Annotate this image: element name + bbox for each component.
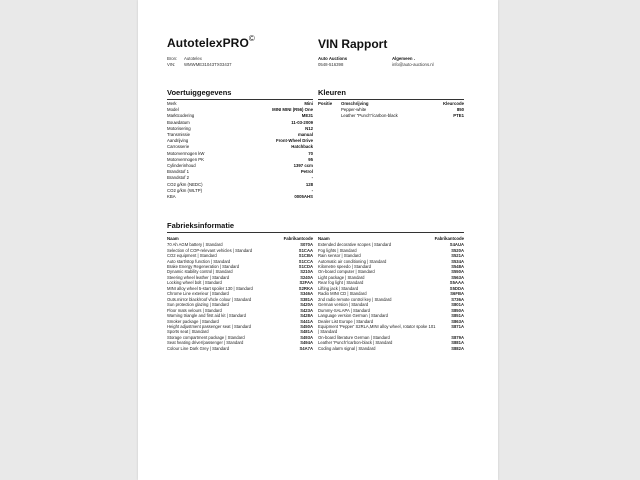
option-name: Fog lights | Standard xyxy=(318,247,357,253)
option-code: S210A xyxy=(300,269,313,275)
color-description: Pepper-white xyxy=(341,106,367,112)
option-name: Chrome Line exterieur | Standard xyxy=(167,291,229,297)
vehicle-table xyxy=(167,101,313,200)
option-code: S5DDA xyxy=(449,285,464,291)
vehicle-heading: Voertuiggegevens xyxy=(167,88,232,97)
option-name: Brake Energy Regeneration | Standard xyxy=(167,264,240,270)
option-name: Selection of COP-relevant vehicles | Standard xyxy=(167,247,253,253)
option-code: S1CDA xyxy=(298,264,313,270)
color-position xyxy=(318,113,341,119)
general-contact: Algemeen . info@auto-auctions.nl xyxy=(392,56,434,67)
option-name: Colour Line Dark Grey | Standard xyxy=(167,345,230,351)
option-name: Warning triangle and first aid kit | Standard xyxy=(167,313,246,319)
colors-table xyxy=(318,101,464,118)
option-name: Light package | Standard xyxy=(318,274,365,280)
vehicle-field-value: 95 xyxy=(308,156,313,162)
option-name: Radio MINI CD | Standard xyxy=(318,291,367,297)
option-name: 70 Ah AGM battery | Standard xyxy=(167,242,223,248)
option-row xyxy=(167,346,313,351)
option-row xyxy=(318,324,464,335)
option-code: S070A xyxy=(300,242,313,248)
colors-divider xyxy=(318,99,464,100)
option-name: Dealer List Europe | Standard xyxy=(318,318,374,324)
vehicle-field-label: Model xyxy=(167,107,179,113)
brand-logo: AutotelexPRO© xyxy=(167,34,255,50)
option-name: Dynamic stability control | Standard xyxy=(167,269,233,275)
vehicle-field-value: ME31 xyxy=(301,113,313,119)
option-code: S441A xyxy=(300,318,313,324)
report-page xyxy=(138,0,498,480)
vehicle-field-value: 1397 ccm xyxy=(293,163,313,169)
options-right-header: Naam Fabrikantcode xyxy=(318,236,464,241)
colors-heading: Kleuren xyxy=(318,88,346,97)
color-description: Leather "Punch"/carbon-black xyxy=(341,112,398,118)
option-name: Equipment 'Pepper' S2RLA,MINI alloy wheel, rotator spoke 101 | Standard xyxy=(318,324,436,335)
auction-contact: Auto Auctions 0548-516398 xyxy=(318,56,348,67)
option-code: S481A xyxy=(300,329,313,335)
option-name: Auto start/stop function | Standard xyxy=(167,258,231,264)
option-code: S420A xyxy=(300,302,313,308)
vehicle-field-label: CO2 g/km (NEDC) xyxy=(167,181,203,187)
option-code: S240A xyxy=(300,274,313,280)
option-row xyxy=(318,346,464,351)
option-code: S850A xyxy=(451,307,464,313)
option-code: S563A xyxy=(451,274,464,280)
option-code: S521A xyxy=(451,253,464,259)
options-left-header: Naam Fabrikantcode xyxy=(167,236,313,241)
option-name: Storage compartment package | Standard xyxy=(167,334,245,340)
vehicle-field-value: Petrol xyxy=(300,169,313,175)
option-name: On-board computer | Standard xyxy=(318,269,375,275)
option-code: S4AUA xyxy=(449,242,464,248)
vehicle-field-label: Motorisering xyxy=(167,125,191,131)
option-name: Coding alarm signal | Standard xyxy=(318,345,376,351)
report-title: VIN Rapport xyxy=(318,37,388,51)
option-name: Seat heating driver/passenger | Standard xyxy=(167,340,244,346)
option-code: S6FBA xyxy=(450,291,464,297)
source-info: Bron: Autotelex VIN: WMWME31043TX03437 xyxy=(167,56,232,67)
option-name: MINI alloy wheel 5-start spoiler 130 | Standard xyxy=(167,285,253,291)
option-name: Rain sensor | Standard xyxy=(318,253,361,259)
vehicle-field-value: 0005AHS xyxy=(294,194,313,200)
option-name: Rear fog light | Standard xyxy=(318,280,364,286)
vehicle-field-label: Merk xyxy=(167,101,177,106)
option-code: S450A xyxy=(300,324,313,329)
vehicle-field-value: N12 xyxy=(305,125,313,131)
option-code: S548A xyxy=(451,264,464,270)
vehicle-field-label: Brandstof 2 xyxy=(167,175,189,181)
option-name: 2nd radio remote control key | Standard xyxy=(318,296,392,302)
options-heading: Fabrieksinformatie xyxy=(167,221,235,230)
vehicle-field-label: Bouwdatum xyxy=(167,119,190,125)
option-name: Automatic air conditioning | Standard xyxy=(318,258,387,264)
option-name: Sports seat | Standard xyxy=(167,329,209,335)
vehicle-field-value: manual xyxy=(297,132,313,138)
option-name: German version | Standard xyxy=(318,302,369,308)
option-code: S381A xyxy=(300,296,313,302)
option-name: Kilometre speedo | Standard xyxy=(318,264,371,270)
option-name: Floor mats velours | Standard xyxy=(167,307,222,313)
vehicle-field-label: Carrosserie xyxy=(167,144,190,150)
option-name: Extended decorative scopes | Standard xyxy=(318,242,392,248)
option-code: S736A xyxy=(451,296,464,302)
option-code: S520A xyxy=(451,247,464,253)
color-row xyxy=(318,113,464,119)
option-code: S863A xyxy=(451,318,464,324)
vehicle-field-label: Aandrijving xyxy=(167,138,189,144)
option-name: Height adjustment passenger seat | Standard xyxy=(167,324,251,329)
vehicle-field-value: 128 xyxy=(305,181,313,187)
vehicle-field-label: Cylinderinhoud xyxy=(167,163,196,169)
option-name: Dummy-SALAPA | Standard xyxy=(318,307,370,313)
option-name: Leather 'Punch'/carbon-black | Standard xyxy=(318,340,393,346)
option-code: S1CAA xyxy=(298,247,313,253)
option-code: S428A xyxy=(300,313,313,319)
vehicle-field-value: 11-03-2009 xyxy=(291,119,313,125)
option-code: S346A xyxy=(300,291,313,297)
option-code: S1CCA xyxy=(298,258,313,264)
vehicle-field-label: Transmissie xyxy=(167,132,190,138)
options-right-column xyxy=(318,236,464,351)
option-name: Sun protection glazing | Standard xyxy=(167,302,229,308)
option-code: S801A xyxy=(451,302,464,308)
option-code: S550A xyxy=(451,269,464,275)
vehicle-field-value: Front-Wheel Drive xyxy=(275,138,313,144)
option-name: Outs.mirror black/roof vhcle colour | Standard xyxy=(167,296,252,302)
option-code: S494A xyxy=(300,340,313,346)
vehicle-field-value: 70 xyxy=(308,150,313,156)
vehicle-field-label: CO2 g/km (WLTP) xyxy=(167,187,203,193)
colors-header-row: Positie Omschrijving Kleurcode xyxy=(318,101,464,106)
vehicle-field-label: KBA xyxy=(167,194,176,200)
vehicle-field-label: Motorvermogen kW xyxy=(167,150,205,156)
options-left-column xyxy=(167,236,313,351)
option-name: On-board literature German | Standard xyxy=(318,334,390,340)
color-code: 850 xyxy=(456,106,464,112)
option-code: S5AAA xyxy=(449,280,464,286)
vehicle-field-value: MINI MINI (R56) One xyxy=(272,107,313,113)
option-name: Steering wheel leather | Standard xyxy=(167,274,230,280)
option-code: S493A xyxy=(300,334,313,340)
vehicle-field-value: - xyxy=(311,187,313,193)
option-name: Locking wheel bolt | Standard xyxy=(167,280,222,286)
options-divider xyxy=(167,232,464,233)
option-name: Smoker package | Standard xyxy=(167,318,219,324)
option-code: S871A xyxy=(451,324,464,329)
color-code: PTE1 xyxy=(453,112,464,118)
option-code: S881A xyxy=(451,340,464,346)
vehicle-row xyxy=(167,194,313,200)
option-name: Language version German | Standard xyxy=(318,313,388,319)
option-name: CO2 equipment | Standard xyxy=(167,253,217,259)
option-code: S534A xyxy=(451,258,464,264)
vehicle-field-value: - xyxy=(311,175,313,181)
option-code: S882A xyxy=(451,345,464,351)
option-code: S1CBA xyxy=(298,253,313,259)
vehicle-field-label: Brandstof 1 xyxy=(167,169,189,175)
option-code: S4A7A xyxy=(299,345,313,351)
vehicle-field-value: Mini xyxy=(304,101,313,106)
vehicle-divider xyxy=(167,99,313,100)
option-code: S879A xyxy=(451,334,464,340)
vehicle-field-label: Marktcodering xyxy=(167,113,195,119)
option-code: S2FAA xyxy=(299,280,313,286)
option-code: S423A xyxy=(300,307,313,313)
option-code: S2RKA xyxy=(298,285,313,291)
vehicle-field-value: Hatchback xyxy=(291,144,313,150)
option-name: Lifting jack | Standard xyxy=(318,285,359,291)
vehicle-field-label: Motorvermogen PK xyxy=(167,156,205,162)
option-code: S851A xyxy=(451,313,464,319)
